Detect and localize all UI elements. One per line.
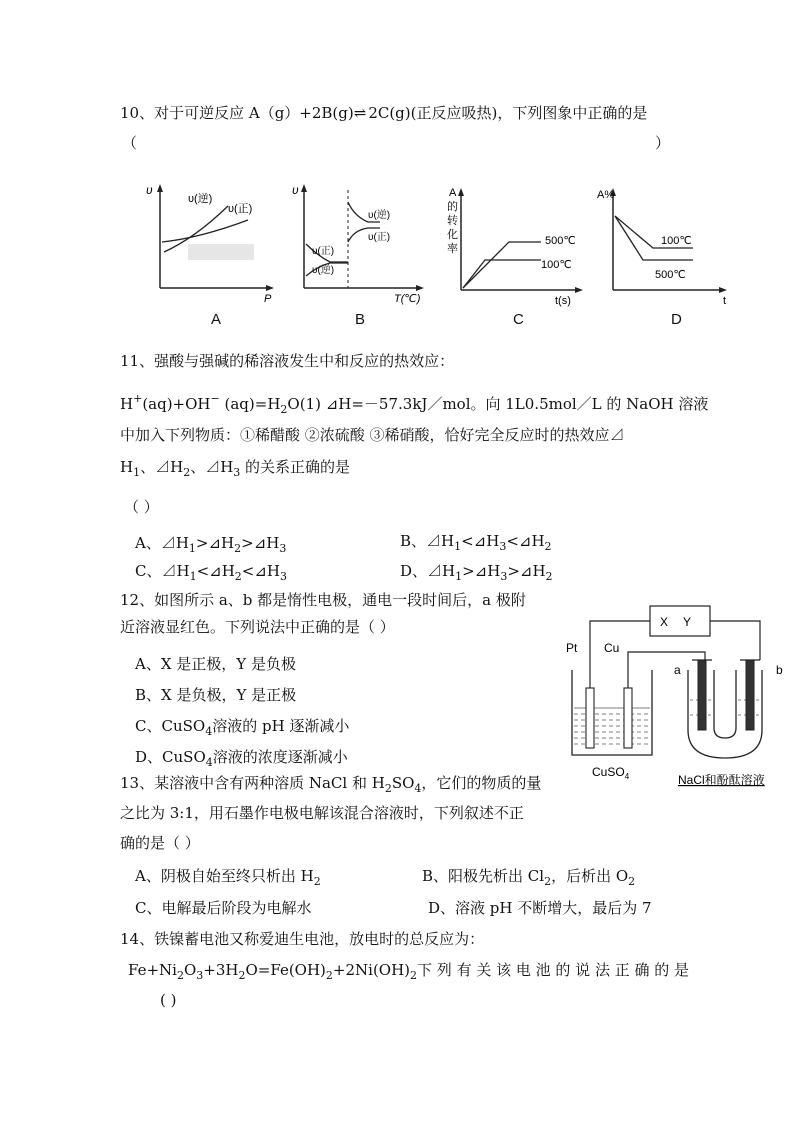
electrode-b-label: b	[776, 663, 783, 677]
q13-line1: 13、某溶液中含有两种溶质 NaCl 和 $H_2SO_4$，它们的物质的量	[120, 774, 542, 795]
graph-b	[290, 180, 440, 305]
q11-line3: 中加入下列物质：①稀醋酸 ②浓硫酸 ③稀硝酸，恰好完全反应时的热效应⊿	[120, 426, 625, 444]
q13-option-a[interactable]: A、阴极自始至终只析出 $H_2$	[135, 867, 321, 888]
graph-a-label: A	[211, 311, 222, 328]
pt-electrode	[586, 688, 594, 748]
cuso4-beaker	[572, 670, 652, 755]
graph-a-x-axis: P	[264, 293, 272, 305]
electrode-b	[746, 660, 754, 730]
power-source-box	[650, 606, 710, 636]
graph-b-y-axis: υ	[292, 183, 299, 197]
q13-line2: 之比为 3:1，用石墨作电极电解该混合溶液时，下列叙述不正	[120, 804, 524, 822]
graph-c-line-bottom: 100℃	[541, 259, 572, 271]
q10-paren-close: ）	[655, 134, 671, 152]
graph-c-y-char-4: 率	[447, 243, 458, 255]
graph-b-x-axis: T(℃)	[394, 293, 421, 305]
graph-d-label: D	[671, 311, 682, 328]
cu-electrode	[624, 688, 632, 748]
q11-option-a[interactable]: A、$⊿H_1>⊿H_2>⊿H_3$	[135, 534, 287, 555]
graph-c-line-100	[463, 260, 541, 288]
graph-b-right-bottom: υ(正)	[368, 232, 391, 243]
q10-text-a: 10、对于可逆反应 A（g）+2B(g)	[120, 104, 354, 122]
equilibrium-arrow-icon: ⇌	[353, 104, 369, 122]
graph-c-line-500	[463, 242, 541, 288]
q11-option-b[interactable]: B、$⊿H_1<⊿H_3<⊿H_2$	[400, 532, 552, 553]
graph-a-y-axis: υ	[146, 183, 153, 197]
q13-option-d[interactable]: D、溶液 pH 不断增大，最后为 7	[428, 899, 652, 917]
graph-d-y-axis: A%	[597, 189, 615, 201]
graph-b-right-top: υ(逆)	[368, 210, 391, 221]
q11-line2: H+(aq)+OH− $(aq)=H_2O(1)$ ⊿H=－57.3kJ／mol。向 1L0.5mol／L 的 NaOH 溶液	[120, 392, 709, 416]
q10-paren-open: （	[122, 134, 138, 152]
pt-label: Pt	[566, 641, 578, 655]
graph-c-line-top: 500℃	[545, 235, 576, 247]
graph-b-left-top: υ(正)	[312, 246, 335, 257]
cu-label: Cu	[604, 641, 620, 655]
graph-c-y-char-1: 的	[447, 201, 458, 213]
q11-line4: $H_1$、$⊿H_2$、$⊿H_3$ 的关系正确的是	[120, 458, 351, 479]
graph-c-y-char-0: A	[449, 187, 457, 199]
u-tube-inner	[714, 670, 736, 738]
graph-d	[595, 180, 740, 310]
q10-text-b: 2C(g)(正反应吸热)，下列图象中正确的是	[368, 104, 648, 122]
electrode-a-label: a	[674, 663, 681, 677]
q12-line1: 12、如图所示 a、b 都是惰性电极，通电一段时间后，a 极附	[120, 591, 526, 609]
q13-line3: 确的是（ ）	[120, 834, 200, 852]
q14-line2: $Fe+Ni_2O_3+3H_2O=Fe(OH)_2+2Ni(OH)_2$下 列 有 关 该 电 池 的 说 法 正 确 的 是	[128, 961, 690, 982]
graph-d-line-bottom: 500℃	[655, 269, 686, 281]
q12-option-c[interactable]: C、CuSO$_4$溶液的 pH 逐渐减小	[135, 717, 350, 738]
electrode-a	[698, 660, 706, 730]
q13-option-b[interactable]: B、阳极先析出 $Cl_2$，后析出 $O_2$	[422, 867, 636, 888]
graph-a	[140, 180, 280, 305]
electrolysis-diagram	[560, 600, 790, 795]
q13-option-c[interactable]: C、电解最后阶段为电解水	[135, 899, 312, 917]
graph-a-curve2-label: υ(正)	[228, 203, 253, 215]
graph-a-curve1-label: υ(逆)	[188, 193, 213, 205]
terminal-y-label: Y	[683, 615, 692, 629]
q12-option-a[interactable]: A、X 是正极，Y 是负极	[135, 655, 296, 673]
graph-d-line-top: 100℃	[661, 235, 692, 247]
cuso4-label: CuSO$_4$	[592, 765, 630, 781]
q12-line2: 近溶液显红色。下列说法中正确的是（ ）	[120, 618, 395, 636]
q11-line1: 11、强酸与强碱的稀溶液发生中和反应的热效应：	[120, 352, 455, 370]
q11-answer-paren: （ ）	[124, 498, 159, 516]
graph-c-y-char-2: 转	[447, 215, 458, 227]
graph-a-curve-forward	[162, 220, 248, 242]
graph-c-label: C	[513, 311, 524, 328]
graph-a-blur	[188, 244, 254, 260]
graph-d-x-axis: t	[723, 295, 727, 307]
nacl-label: NaCl和酚酞溶液	[678, 773, 765, 787]
q11-option-c[interactable]: C、$⊿H_1<⊿H_2<⊿H_3$	[135, 562, 287, 583]
graph-c-x-axis: t(s)	[555, 295, 571, 307]
q10-stem	[120, 103, 647, 123]
terminal-x-label: X	[660, 615, 669, 629]
q12-option-d[interactable]: D、CuSO$_4$溶液的浓度逐渐减小	[135, 748, 348, 769]
q11-option-d[interactable]: D、$⊿H_1>⊿H_3>⊿H_2$	[400, 562, 553, 583]
graph-c-y-char-3: 化	[447, 229, 458, 241]
q14-line1: 14、铁镍蓄电池又称爱迪生电池，放电时的总反应为：	[120, 930, 485, 948]
graph-b-left-bottom: υ(逆)	[312, 265, 335, 276]
q12-option-b[interactable]: B、X 是负极，Y 是正极	[135, 686, 297, 704]
q14-answer-paren: ( )	[160, 991, 177, 1009]
graph-b-label: B	[355, 311, 366, 328]
graph-c	[445, 180, 595, 310]
